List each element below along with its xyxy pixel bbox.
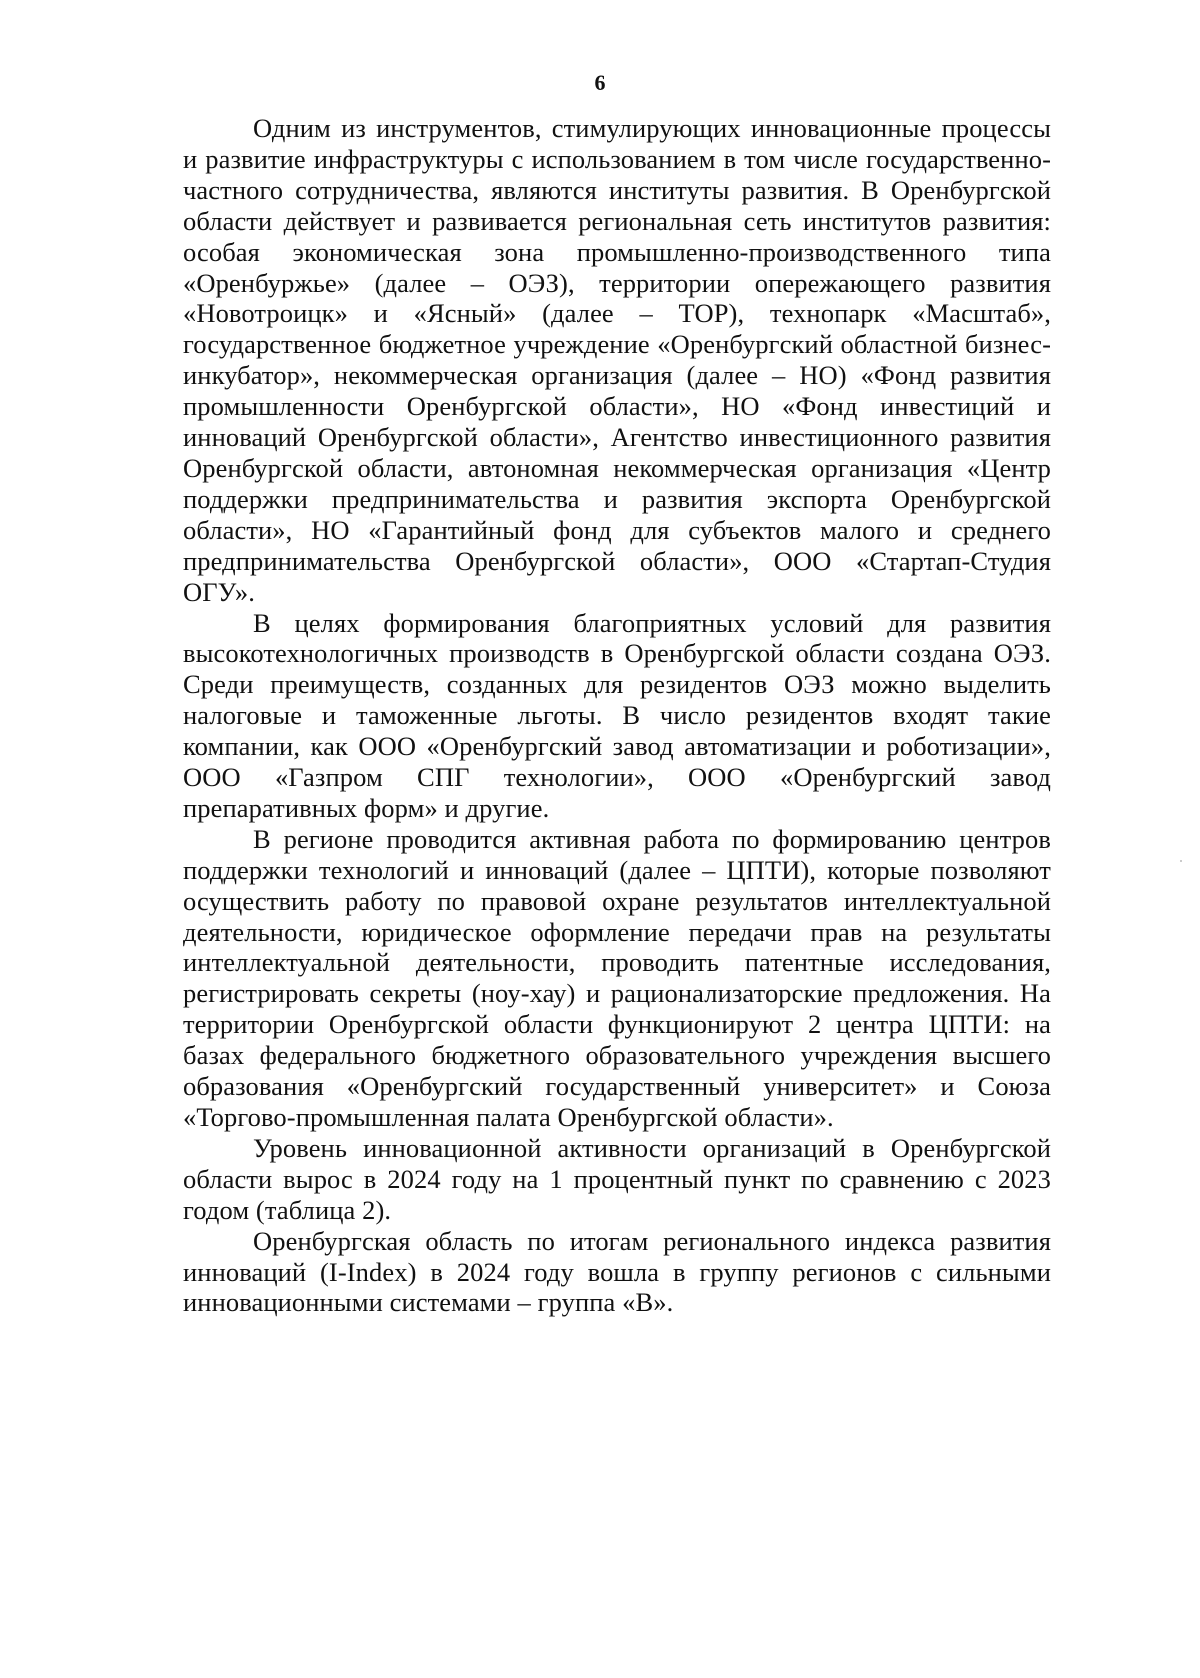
page-number: 6 xyxy=(594,70,606,95)
paragraph-special-economic-zone: В целях формирования благоприятных условий для развития высокотехнологичных производств в Оренбургской области создана ОЭЗ. Среди преимуществ, созданных для резидентов ОЭЗ можно выделить налоговые и таможенные льготы. В число резидентов входят такие компании, как ООО «Оренбургский завод автоматизации и роботизации», ООО «Газпром СПГ технологии», ООО «Оренбургский завод препаративных форм» и другие. xyxy=(183,607,1051,823)
paragraph-innovation-index: Оренбургская область по итогам регионального индекса развития инноваций (I-Index) в 2024 году вошла в группу регионов с сильными инновационными системами – группа «В». xyxy=(183,1225,1051,1318)
scan-dust-mark xyxy=(1180,860,1182,862)
paragraph-innovation-activity: Уровень инновационной активности организаций в Оренбургской области вырос в 2024 году на 1 процентный пункт по сравнению с 2023 годом (таблица 2). xyxy=(183,1132,1051,1225)
document-body xyxy=(183,113,1051,1318)
paragraph-development-institutions: Одним из инструментов, стимулирующих инновационные процессы и развитие инфраструктуры с использованием в том числе государственно-частного сотрудничества, являются институты развития. В Оренбургской области действует и развивается региональная сеть институтов развития: особая экономическая зона промышленно-производственного типа «Оренбуржье» (далее – ОЭЗ), территории опережающего развития «Новотроицк» и «Ясный» (далее – ТОР), технопарк «Масштаб», государственное бюджетное учреждение «Оренбургский областной бизнес-инкубатор», некоммерческая организация (далее – НО) «Фонд развития промышленности Оренбургской области», НО «Фонд инвестиций и инноваций Оренбургской области», Агентство инвестиционного развития Оренбургской области, автономная некоммерческая организация «Центр поддержки предпринимательства и развития экспорта Оренбургской области», НО «Гарантийный фонд для субъектов малого и среднего предпринимательства Оренбургской области», ООО «Стартап-Студия ОГУ». xyxy=(183,113,1051,607)
paragraph-technology-support-centers: В регионе проводится активная работа по формированию центров поддержки технологий и инноваций (далее – ЦПТИ), которые позволяют осуществить работу по правовой охране результатов интеллектуальной деятельности, юридическое оформление передачи прав на результаты интеллектуальной деятельности, проводить патентные исследования, регистрировать секреты (ноу-хау) и рационализаторские предложения. На территории Оренбургской области функционируют 2 центра ЦПТИ: на базах федерального бюджетного образовательного учреждения высшего образования «Оренбургский государственный университет» и Союза «Торгово-промышленная палата Оренбургской области». xyxy=(183,823,1051,1132)
